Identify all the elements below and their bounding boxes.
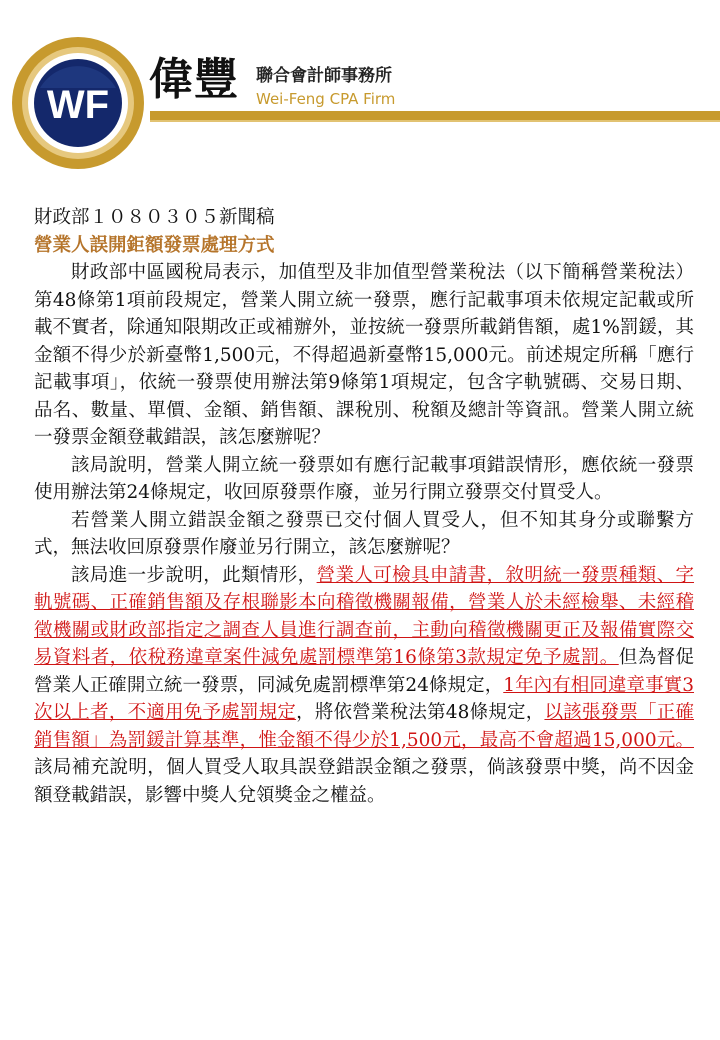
paragraph-1: 財政部中區國稅局表示，加值型及非加值型營業稅法（以下簡稱營業稅法）第48條第1項前段規定，營業人開立統一發票，應行記載事項未依規定記載或所載不實者，除通知限期改正或補辦外，並按統一發票所載銷售額，處1%罰鍰，其金額不得少於新臺幣1,500元，不得超過新臺幣15,000元。前述規定所稱「應行記載事項」，依統一發票使用辦法第9條第1項規定，包含字軌號碼、交易日期、品名、數量、單價、金額、銷售額、課稅別、稅額及總計等資訊。營業人開立統一發票金額登載錯誤，該怎麼辦呢？: [34, 262, 694, 448]
highlight-exemption: 營業人可檢具申請書，敘明統一發票種類、字軌號碼、正確銷售額及存根聯影本向稽徵機關報備，營業人於未經檢舉、未經稽徵機關或財政部指定之調查人員進行調查前，主動向稽徵機關更正及報備實際交易資料者，依稅務違章案件減免處罰標準第16條第3款規定免予處罰。: [34, 564, 694, 668]
paragraph-2: 該局說明，營業人開立統一發票如有應行記載事項錯誤情形，應依統一發票使用辦法第24條規定，收回原發票作廢，並另行開立發票交付買受人。: [34, 454, 694, 503]
highlight-penalty-basis: 以該張發票「正確銷售額」為罰鍰計算基準，惟金額不得少於1,500元，最高不會超過15,000元。: [34, 702, 694, 751]
logo-letters: WF: [46, 83, 110, 127]
paragraph-4: [34, 562, 694, 810]
press-release-title: 財政部１０８０３０５新聞稿: [34, 207, 275, 228]
header: [0, 0, 720, 180]
paragraph-4-lead: 該局進一步說明，此類情形，: [71, 564, 317, 586]
article: [34, 204, 694, 809]
firm-name-zh: 偉豐: [149, 54, 239, 105]
paragraph-4-mid2: ，將依營業稅法第48條規定，: [296, 702, 545, 723]
press-release-subtitle: 營業人誤開鉅額發票處理方式: [34, 234, 275, 256]
highlight-repeat-violation: 1年內有相同違章事實3次以上者，不適用免予處罰規定: [34, 674, 694, 723]
paragraph-4-mid: 但為督促營業人正確開立統一發票，同減免處罰標準第24條規定，: [34, 647, 694, 696]
paragraph-3: 若營業人開立錯誤金額之發票已交付個人買受人，但不知其身分或聯繫方式，無法收回原發票作廢並另行開立，該怎麼辦呢？: [34, 509, 694, 558]
firm-type-zh: 聯合會計師事務所: [256, 66, 392, 86]
paragraph-4-tail: 該局補充說明，個人買受人取具誤登錯誤金額之發票，倘該發票中獎，尚不因金額登載錯誤，影響中獎人兌領獎金之權益。: [34, 757, 694, 806]
firm-name-en: Wei-Feng CPA Firm: [256, 90, 396, 108]
